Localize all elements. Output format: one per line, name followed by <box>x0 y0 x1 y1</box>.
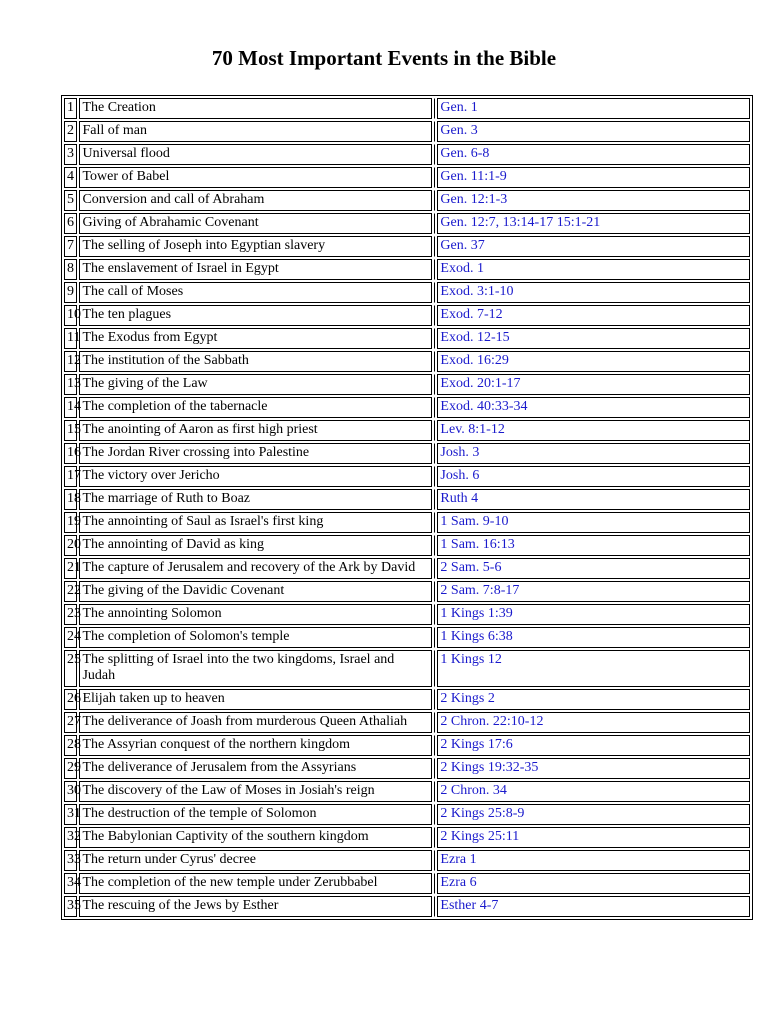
event-name: The deliverance of Jerusalem from the Assyrians <box>79 758 432 779</box>
event-number: 22 <box>64 581 77 602</box>
table-row <box>64 558 750 579</box>
event-name: The destruction of the temple of Solomon <box>79 804 432 825</box>
event-name: The anointing of Aaron as first high priest <box>79 420 432 441</box>
column-spacer <box>434 604 435 625</box>
table-row <box>64 581 750 602</box>
column-spacer <box>434 558 435 579</box>
scripture-reference-link[interactable]: Gen. 6-8 <box>437 144 750 165</box>
column-spacer <box>434 305 435 326</box>
event-name: The ten plagues <box>79 305 432 326</box>
scripture-reference-link[interactable]: Josh. 3 <box>437 443 750 464</box>
table-row <box>64 758 750 779</box>
scripture-reference-link[interactable]: Ezra 6 <box>437 873 750 894</box>
scripture-reference-link[interactable]: 2 Kings 25:8-9 <box>437 804 750 825</box>
event-name: The annointing of Saul as Israel's first king <box>79 512 432 533</box>
event-number: 1 <box>64 98 77 119</box>
column-spacer <box>434 689 435 710</box>
event-number: 25 <box>64 650 77 687</box>
event-number: 20 <box>64 535 77 556</box>
event-name: The Exodus from Egypt <box>79 328 432 349</box>
event-name: The marriage of Ruth to Boaz <box>79 489 432 510</box>
table-row <box>64 466 750 487</box>
table-row <box>64 512 750 533</box>
column-spacer <box>434 712 435 733</box>
column-spacer <box>434 190 435 211</box>
events-table-body <box>64 98 750 917</box>
scripture-reference-link[interactable]: Lev. 8:1-12 <box>437 420 750 441</box>
column-spacer <box>434 650 435 687</box>
column-spacer <box>434 466 435 487</box>
event-number: 21 <box>64 558 77 579</box>
table-row <box>64 689 750 710</box>
events-table <box>61 95 753 920</box>
table-row <box>64 374 750 395</box>
scripture-reference-link[interactable]: 2 Kings 19:32-35 <box>437 758 750 779</box>
event-name: The deliverance of Joash from murderous Queen Athaliah <box>79 712 432 733</box>
scripture-reference-link[interactable]: Ruth 4 <box>437 489 750 510</box>
column-spacer <box>434 781 435 802</box>
event-name: The giving of the Davidic Covenant <box>79 581 432 602</box>
event-name: The giving of the Law <box>79 374 432 395</box>
event-name: The return under Cyrus' decree <box>79 850 432 871</box>
table-row <box>64 351 750 372</box>
page-title: 70 Most Important Events in the Bible <box>211 46 557 70</box>
scripture-reference-link[interactable]: Exod. 3:1-10 <box>437 282 750 303</box>
event-name: Elijah taken up to heaven <box>79 689 432 710</box>
table-row <box>64 282 750 303</box>
column-spacer <box>434 535 435 556</box>
event-number: 29 <box>64 758 77 779</box>
event-number: 3 <box>64 144 77 165</box>
column-spacer <box>434 850 435 871</box>
event-number: 19 <box>64 512 77 533</box>
table-row <box>64 873 750 894</box>
table-row <box>64 735 750 756</box>
scripture-reference-link[interactable]: Gen. 3 <box>437 121 750 142</box>
event-number: 34 <box>64 873 77 894</box>
scripture-reference-link[interactable]: Exod. 16:29 <box>437 351 750 372</box>
event-number: 35 <box>64 896 77 917</box>
column-spacer <box>434 758 435 779</box>
column-spacer <box>434 873 435 894</box>
scripture-reference-link[interactable]: Gen. 37 <box>437 236 750 257</box>
column-spacer <box>434 213 435 234</box>
event-number: 9 <box>64 282 77 303</box>
scripture-reference-link[interactable]: 1 Sam. 16:13 <box>437 535 750 556</box>
column-spacer <box>434 259 435 280</box>
column-spacer <box>434 489 435 510</box>
event-number: 32 <box>64 827 77 848</box>
event-number: 30 <box>64 781 77 802</box>
scripture-reference-link[interactable]: Gen. 12:1-3 <box>437 190 750 211</box>
scripture-reference-link[interactable]: Exod. 40:33-34 <box>437 397 750 418</box>
scripture-reference-link[interactable]: Gen. 12:7, 13:14-17 15:1-21 <box>437 213 750 234</box>
column-spacer <box>434 896 435 917</box>
table-row <box>64 781 750 802</box>
column-spacer <box>434 282 435 303</box>
column-spacer <box>434 627 435 648</box>
event-name: The institution of the Sabbath <box>79 351 432 372</box>
table-row <box>64 896 750 917</box>
column-spacer <box>434 827 435 848</box>
table-row <box>64 712 750 733</box>
scripture-reference-link[interactable]: Exod. 20:1-17 <box>437 374 750 395</box>
event-number: 15 <box>64 420 77 441</box>
column-spacer <box>434 328 435 349</box>
table-row <box>64 190 750 211</box>
event-number: 31 <box>64 804 77 825</box>
event-name: The enslavement of Israel in Egypt <box>79 259 432 280</box>
event-name: Tower of Babel <box>79 167 432 188</box>
event-name: The call of Moses <box>79 282 432 303</box>
scripture-reference-link[interactable]: 2 Kings 17:6 <box>437 735 750 756</box>
table-row <box>64 535 750 556</box>
event-number: 17 <box>64 466 77 487</box>
event-number: 4 <box>64 167 77 188</box>
scripture-reference-link[interactable]: Gen. 1 <box>437 98 750 119</box>
scripture-reference-link[interactable]: Gen. 11:1-9 <box>437 167 750 188</box>
scripture-reference-link[interactable]: 1 Kings 6:38 <box>437 627 750 648</box>
event-name: The completion of the new temple under Zerubbabel <box>79 873 432 894</box>
event-number: 33 <box>64 850 77 871</box>
event-name: The Babylonian Captivity of the southern kingdom <box>79 827 432 848</box>
column-spacer <box>434 512 435 533</box>
scripture-reference-link[interactable]: 2 Chron. 22:10-12 <box>437 712 750 733</box>
table-row <box>64 259 750 280</box>
event-name: The selling of Joseph into Egyptian slavery <box>79 236 432 257</box>
column-spacer <box>434 420 435 441</box>
event-number: 7 <box>64 236 77 257</box>
event-name: Universal flood <box>79 144 432 165</box>
scripture-reference-link[interactable]: Exod. 1 <box>437 259 750 280</box>
scripture-reference-link[interactable]: 2 Sam. 5-6 <box>437 558 750 579</box>
column-spacer <box>434 735 435 756</box>
table-row <box>64 443 750 464</box>
table-row <box>64 213 750 234</box>
table-row <box>64 144 750 165</box>
table-row <box>64 305 750 326</box>
event-name: The Creation <box>79 98 432 119</box>
scripture-reference-link[interactable]: 1 Sam. 9-10 <box>437 512 750 533</box>
column-spacer <box>434 581 435 602</box>
event-name: The annointing Solomon <box>79 604 432 625</box>
event-number: 10 <box>64 305 77 326</box>
scripture-reference-link[interactable]: Exod. 12-15 <box>437 328 750 349</box>
column-spacer <box>434 443 435 464</box>
table-row <box>64 604 750 625</box>
column-spacer <box>434 374 435 395</box>
scripture-reference-link[interactable]: 2 Sam. 7:8-17 <box>437 581 750 602</box>
table-row <box>64 167 750 188</box>
event-number: 16 <box>64 443 77 464</box>
scripture-reference-link[interactable]: 1 Kings 1:39 <box>437 604 750 625</box>
scripture-reference-link[interactable]: Josh. 6 <box>437 466 750 487</box>
table-row <box>64 236 750 257</box>
table-row <box>64 650 750 687</box>
event-number: 18 <box>64 489 77 510</box>
table-row <box>64 121 750 142</box>
column-spacer <box>434 397 435 418</box>
event-name: The completion of Solomon's temple <box>79 627 432 648</box>
column-spacer <box>434 167 435 188</box>
event-name: The Jordan River crossing into Palestine <box>79 443 432 464</box>
event-number: 14 <box>64 397 77 418</box>
event-name: The rescuing of the Jews by Esther <box>79 896 432 917</box>
event-number: 6 <box>64 213 77 234</box>
column-spacer <box>434 351 435 372</box>
column-spacer <box>434 121 435 142</box>
scripture-reference-link[interactable]: Ezra 1 <box>437 850 750 871</box>
event-number: 13 <box>64 374 77 395</box>
table-row <box>64 827 750 848</box>
event-name: Fall of man <box>79 121 432 142</box>
event-number: 11 <box>64 328 77 349</box>
table-row <box>64 627 750 648</box>
scripture-reference-link[interactable]: Esther 4-7 <box>437 896 750 917</box>
event-name: The splitting of Israel into the two kingdoms, Israel and Judah <box>79 650 432 687</box>
table-row <box>64 98 750 119</box>
scripture-reference-link[interactable]: 2 Kings 2 <box>437 689 750 710</box>
event-number: 5 <box>64 190 77 211</box>
table-row <box>64 420 750 441</box>
scripture-reference-link[interactable]: 1 Kings 12 <box>437 650 750 687</box>
event-name: The capture of Jerusalem and recovery of the Ark by David <box>79 558 432 579</box>
table-row <box>64 850 750 871</box>
scripture-reference-link[interactable]: 2 Chron. 34 <box>437 781 750 802</box>
event-name: The annointing of David as king <box>79 535 432 556</box>
event-name: The Assyrian conquest of the northern kingdom <box>79 735 432 756</box>
column-spacer <box>434 144 435 165</box>
event-number: 26 <box>64 689 77 710</box>
event-number: 23 <box>64 604 77 625</box>
table-row <box>64 397 750 418</box>
event-number: 12 <box>64 351 77 372</box>
column-spacer <box>434 236 435 257</box>
table-row <box>64 804 750 825</box>
event-number: 8 <box>64 259 77 280</box>
event-name: The completion of the tabernacle <box>79 397 432 418</box>
column-spacer <box>434 804 435 825</box>
table-row <box>64 328 750 349</box>
event-number: 28 <box>64 735 77 756</box>
column-spacer <box>434 98 435 119</box>
scripture-reference-link[interactable]: Exod. 7-12 <box>437 305 750 326</box>
event-name: The discovery of the Law of Moses in Josiah's reign <box>79 781 432 802</box>
event-name: Giving of Abrahamic Covenant <box>79 213 432 234</box>
event-name: The victory over Jericho <box>79 466 432 487</box>
scripture-reference-link[interactable]: 2 Kings 25:11 <box>437 827 750 848</box>
table-row <box>64 489 750 510</box>
event-name: Conversion and call of Abraham <box>79 190 432 211</box>
event-number: 2 <box>64 121 77 142</box>
event-number: 24 <box>64 627 77 648</box>
event-number: 27 <box>64 712 77 733</box>
